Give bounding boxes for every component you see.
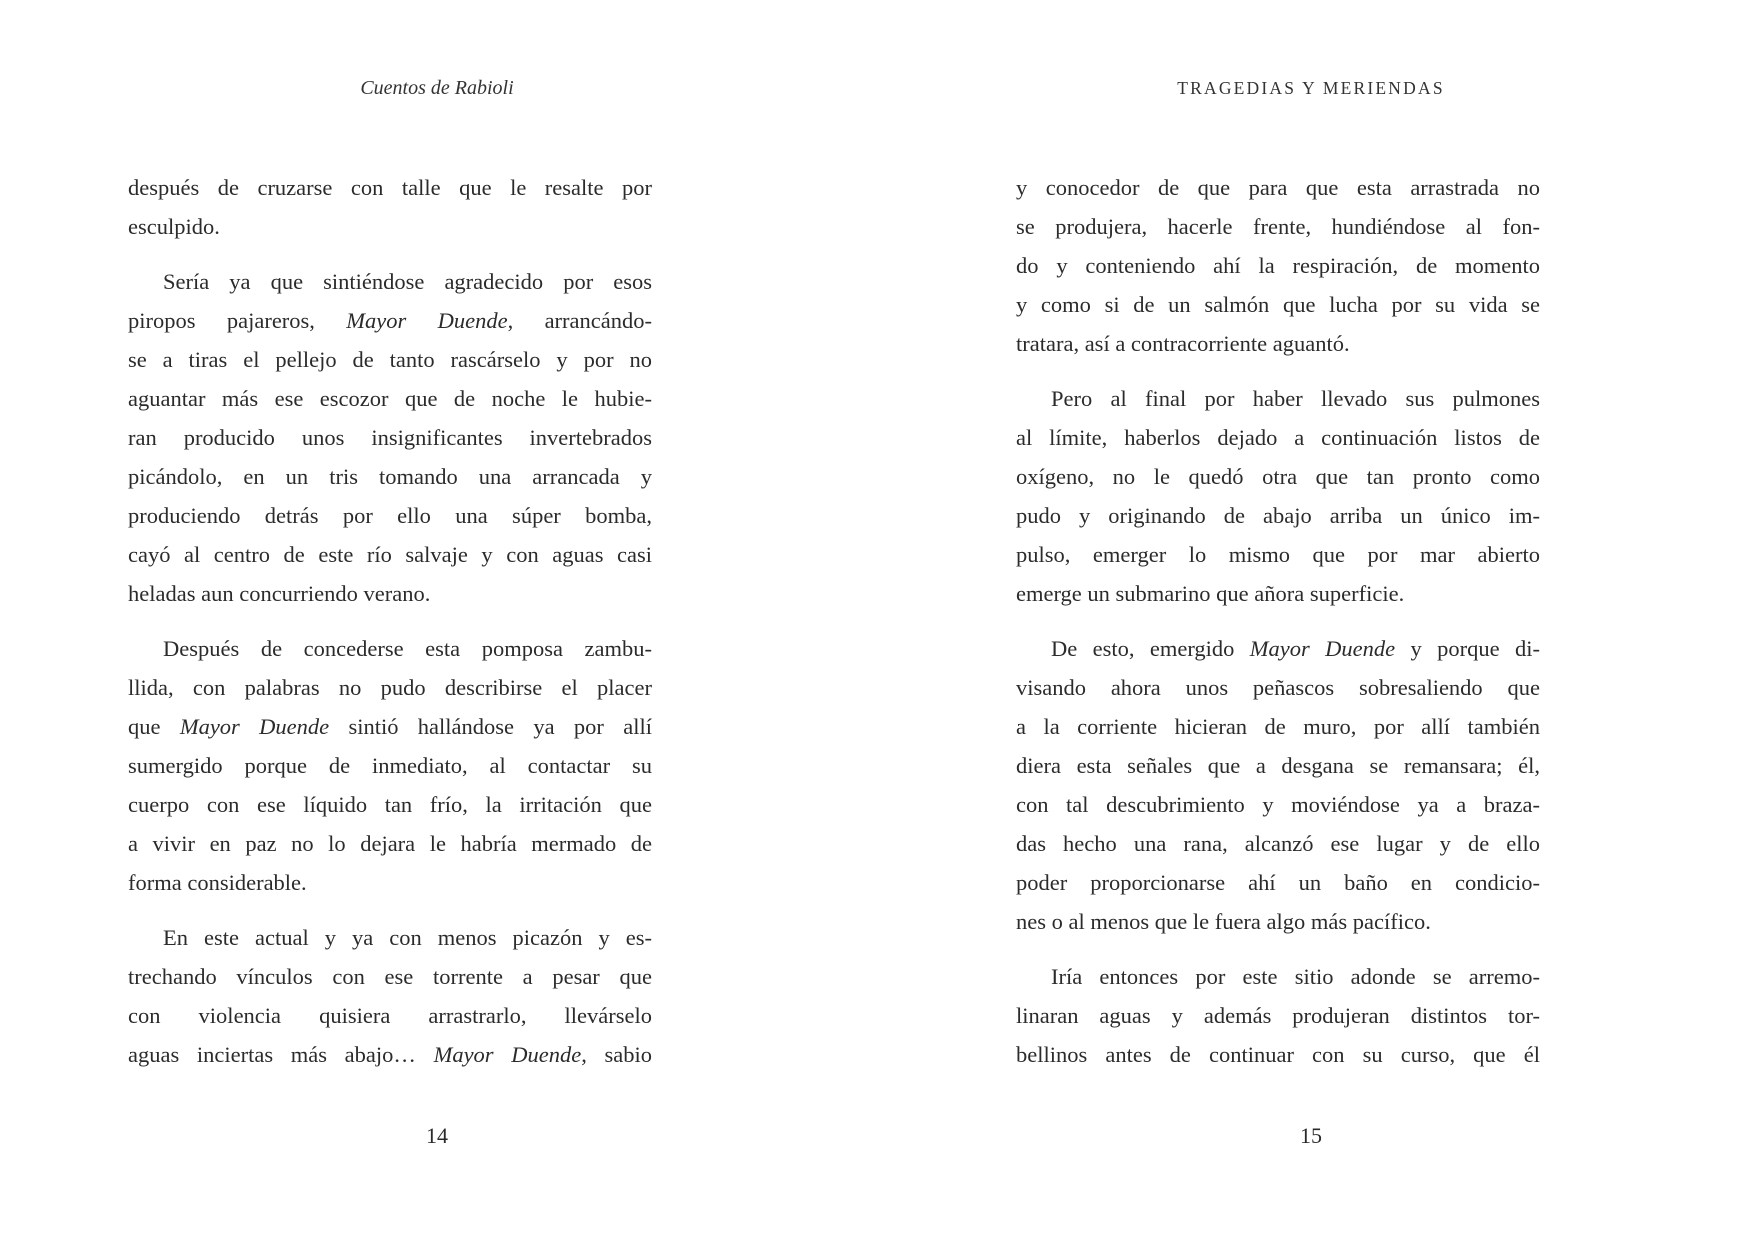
body-text-right — [1016, 168, 1540, 1074]
page-number-right: 15 — [1300, 1123, 1322, 1148]
text-line: llida, con palabras no pudo describirse el placer — [128, 675, 652, 700]
paragraph — [1016, 379, 1540, 613]
text-line: ran producido unos insignificantes invertebrados — [128, 425, 652, 450]
text-line: y como si de un salmón que lucha por su vida se — [1016, 292, 1540, 317]
text-line: se a tiras el pellejo de tanto rascárselo y por no — [128, 347, 652, 372]
text-line: De esto, emergido Mayor Duende y porque di- — [1051, 636, 1540, 661]
text-line: pudo y originando de abajo arriba un único im- — [1016, 503, 1540, 528]
page-right — [874, 0, 1748, 1240]
text-line: se produjera, hacerle frente, hundiéndose al fon- — [1016, 214, 1540, 239]
text-line: sumergido porque de inmediato, al contactar su — [128, 753, 652, 778]
text-line: aguas inciertas más abajo… Mayor Duende, sabio — [128, 1042, 652, 1067]
text-line: produciendo detrás por ello una súper bomba, — [128, 503, 652, 528]
text-line: diera esta señales que a desgana se remansara; él, — [1016, 753, 1540, 778]
text-line: Pero al final por haber llevado sus pulmones — [1051, 386, 1540, 411]
text-line: cayó al centro de este río salvaje y con aguas casi — [128, 542, 652, 567]
text-line: bellinos antes de continuar con su curso, que él — [1016, 1042, 1540, 1067]
text-line: tratara, así a contracorriente aguantó. — [1016, 331, 1350, 356]
text-line: forma considerable. — [128, 870, 307, 895]
text-line: das hecho una rana, alcanzó ese lugar y de ello — [1016, 831, 1540, 856]
text-line: que Mayor Duende sintió hallándose ya por allí — [128, 714, 652, 739]
paragraph — [128, 629, 652, 902]
text-line: picándolo, en un tris tomando una arrancada y — [128, 464, 652, 489]
text-line: En este actual y ya con menos picazón y es- — [163, 925, 652, 950]
text-line: esculpido. — [128, 214, 220, 239]
running-header-left: Cuentos de Rabioli — [360, 77, 514, 99]
text-line: cuerpo con ese líquido tan frío, la irritación que — [128, 792, 652, 817]
text-line: a la corriente hicieran de muro, por allí también — [1016, 714, 1540, 739]
text-line: aguantar más ese escozor que de noche le hubie- — [128, 386, 652, 411]
text-line: trechando vínculos con ese torrente a pesar que — [128, 964, 652, 989]
running-header-right: TRAGEDIAS Y MERIENDAS — [1177, 78, 1445, 98]
text-line: Sería ya que sintiéndose agradecido por esos — [163, 269, 652, 294]
text-line: Iría entonces por este sitio adonde se arremo- — [1051, 964, 1540, 989]
paragraph — [128, 918, 652, 1074]
paragraph — [1016, 629, 1540, 941]
text-line: al límite, haberlos dejado a continuación listos de — [1016, 425, 1540, 450]
text-line: poder proporcionarse ahí un baño en condicio- — [1016, 870, 1540, 895]
text-line: a vivir en paz no lo dejara le habría mermado de — [128, 831, 652, 856]
text-line: emerge un submarino que añora superficie. — [1016, 581, 1405, 606]
paragraph — [128, 262, 652, 613]
text-line: oxígeno, no le quedó otra que tan pronto como — [1016, 464, 1540, 489]
text-line: con violencia quisiera arrastrarlo, llevárselo — [128, 1003, 652, 1028]
paragraph — [128, 168, 652, 246]
text-line: pulso, emerger lo mismo que por mar abierto — [1016, 542, 1540, 567]
paragraph — [1016, 168, 1540, 363]
text-line: heladas aun concurriendo verano. — [128, 581, 431, 606]
paragraph — [1016, 957, 1540, 1074]
text-line: linaran aguas y además produjeran distintos tor- — [1016, 1003, 1540, 1028]
text-line: visando ahora unos peñascos sobresaliendo que — [1016, 675, 1540, 700]
text-line: do y conteniendo ahí la respiración, de momento — [1016, 253, 1540, 278]
text-line: con tal descubrimiento y moviéndose ya a braza- — [1016, 792, 1540, 817]
text-line: y conocedor de que para que esta arrastrada no — [1016, 175, 1540, 200]
text-line: piropos pajareros, Mayor Duende, arrancándo- — [128, 308, 652, 333]
body-text-left — [128, 168, 652, 1074]
page-number-left: 14 — [426, 1123, 448, 1148]
text-line: después de cruzarse con talle que le resalte por — [128, 175, 652, 200]
text-line: nes o al menos que le fuera algo más pacífico. — [1016, 909, 1431, 934]
text-line: Después de concederse esta pomposa zambu- — [163, 636, 652, 661]
